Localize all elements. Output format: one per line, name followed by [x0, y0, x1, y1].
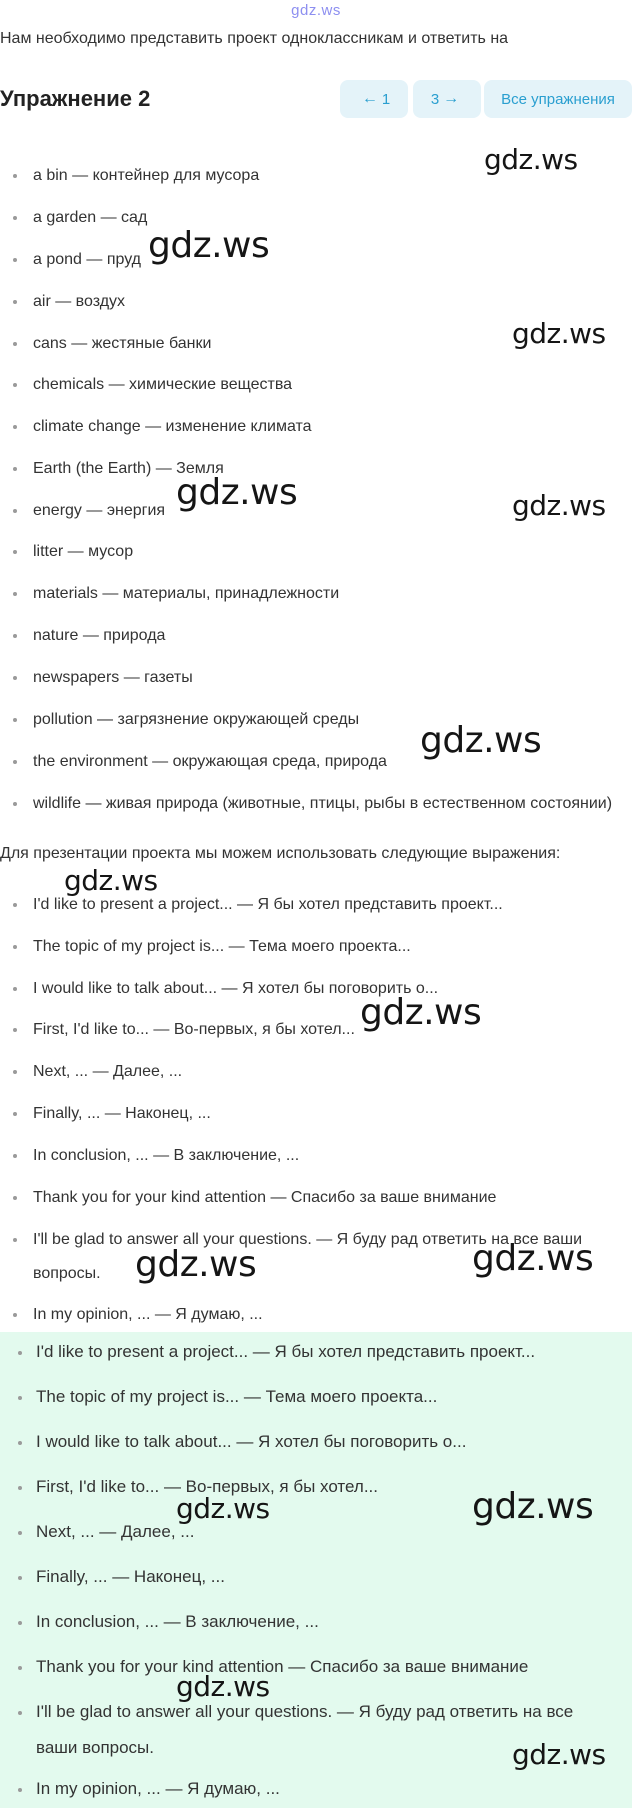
list-item-text: cans — жестяные банки [33, 335, 212, 352]
list-item-text: The topic of my project is... — Тема моего проекта... [33, 938, 411, 955]
list-item-text: Next, ... — Далее, ... [33, 1063, 183, 1080]
watermark: gdz.ws [420, 720, 542, 761]
list-item-text: In my opinion, ... — Я думаю, ... [36, 1779, 280, 1798]
list-item-text: In my opinion, ... — Я думаю, ... [33, 1306, 263, 1323]
all-exercises-button[interactable] [484, 80, 632, 118]
watermark: gdz.ws [135, 1244, 257, 1285]
watermark: gdz.ws [176, 1492, 270, 1525]
arrow-left-icon: ← [361, 90, 378, 107]
watermark: gdz.ws [472, 1486, 594, 1527]
list-item-text: Thank you for your kind attention — Спасибо за ваше внимание [36, 1657, 529, 1676]
watermark: gdz.ws [176, 1670, 270, 1703]
bullet-icon [13, 592, 17, 596]
watermark: gdz.ws [64, 864, 158, 897]
list-item-text: climate change — изменение климата [33, 418, 312, 435]
bullet-icon [13, 634, 17, 638]
bullet-icon [18, 1621, 22, 1625]
list-item-text: chemicals — химические вещества [33, 376, 293, 393]
list-item-text: I would like to talk about... — Я хотел бы поговорить о... [33, 980, 439, 997]
list-item-text: Thank you for your kind attention — Спасибо за ваше внимание [33, 1189, 497, 1206]
list-item-text: I'd like to present a project... — Я бы хотел представить проект... [36, 1342, 536, 1361]
bullet-icon [18, 1711, 22, 1715]
watermark: gdz.ws [512, 489, 606, 522]
watermark: gdz.ws [360, 992, 482, 1033]
bullet-icon [18, 1576, 22, 1580]
bullet-icon [13, 300, 17, 304]
next-exercise-button[interactable] [413, 80, 481, 118]
bullet-icon [13, 903, 17, 907]
list-item-text: Earth (the Earth) — Земля [33, 460, 224, 477]
bullet-icon [13, 760, 17, 764]
bullet-icon [13, 1070, 17, 1074]
watermark: gdz.ws [484, 143, 578, 176]
list-item-text: I would like to talk about... — Я хотел бы поговорить о... [36, 1432, 467, 1451]
bullet-icon [13, 1313, 17, 1317]
prev-exercise-button[interactable] [340, 80, 408, 118]
list-item-text: I'll be glad to answer all your questions. — Я буду рад ответить на все ваши вопросы. [36, 1702, 574, 1757]
list-item-text: pollution — загрязнение окружающей среды [33, 711, 360, 728]
list-item-text: a pond — пруд [33, 251, 142, 268]
bullet-icon [13, 383, 17, 387]
bullet-icon [18, 1396, 22, 1400]
list-item-text: a garden — сад [33, 209, 148, 226]
list-item-text: a bin — контейнер для мусора [33, 167, 260, 184]
bullet-icon [18, 1441, 22, 1445]
list-item-text: newspapers — газеты [33, 669, 193, 686]
watermark: gdz.ws [512, 317, 606, 350]
list-item-text: Finally, ... — Наконец, ... [33, 1105, 211, 1122]
bullet-icon [13, 216, 17, 220]
phrases-intro: Для презентации проекта мы можем использовать следующие выражения: [0, 845, 561, 862]
bullet-icon [13, 718, 17, 722]
bullet-icon [13, 945, 17, 949]
bullet-icon [13, 550, 17, 554]
bullet-icon [18, 1351, 22, 1355]
bullet-icon [18, 1666, 22, 1670]
bullet-icon [13, 1196, 17, 1200]
list-item-text: Finally, ... — Наконец, ... [36, 1567, 225, 1586]
bullet-icon [13, 1238, 17, 1242]
arrow-right-icon: → [443, 90, 460, 107]
prev-exercise-label: 1 [381, 90, 391, 108]
all-exercises-label: Все упражнения [501, 90, 615, 108]
watermark: gdz.ws [472, 1238, 594, 1279]
list-item-text: materials — материалы, принадлежности [33, 585, 340, 602]
list-item-text: nature — природа [33, 627, 166, 644]
intro-text: Нам необходимо представить проект одноклассникам и ответить на [0, 30, 509, 47]
bullet-icon [13, 467, 17, 471]
bullet-icon [13, 509, 17, 513]
bullet-icon [18, 1531, 22, 1535]
list-item-text: air — воздух [33, 293, 126, 310]
list-item-text: litter — мусор [33, 543, 134, 560]
bullet-icon [13, 342, 17, 346]
list-item-text: I'd like to present a project... — Я бы хотел представить проект... [33, 896, 503, 913]
list-item-text: In conclusion, ... — В заключение, ... [36, 1612, 319, 1631]
bullet-icon [18, 1788, 22, 1792]
list-item-text: First, I'd like to... — Во-первых, я бы хотел... [36, 1477, 379, 1496]
phrases-highlight-box [0, 1332, 632, 1808]
list-item-text: First, I'd like to... — Во-первых, я бы хотел... [33, 1021, 355, 1038]
watermark: gdz.ws [512, 1738, 606, 1771]
list-item-text: The topic of my project is... — Тема моего проекта... [36, 1387, 438, 1406]
exercise-title: Упражнение 2 [0, 86, 151, 111]
bullet-icon [18, 1486, 22, 1490]
list-item-text: Next, ... — Далее, ... [36, 1522, 195, 1541]
list-item-text: I'll be glad to answer all your questions. — Я буду рад ответить на все ваши вопросы. [33, 1231, 583, 1282]
bullet-icon [13, 1028, 17, 1032]
bullet-icon [13, 1112, 17, 1116]
bullet-icon [13, 425, 17, 429]
bullet-icon [13, 174, 17, 178]
bullet-icon [13, 987, 17, 991]
bullet-icon [13, 802, 17, 806]
watermark: gdz.ws [176, 472, 298, 513]
list-item-text: wildlife — живая природа (животные, птицы, рыбы в естественном состоянии) [33, 795, 613, 812]
list-item-text: the environment — окружающая среда, природа [33, 753, 387, 770]
next-exercise-label: 3 [430, 90, 440, 108]
watermark: gdz.ws [148, 225, 270, 266]
list-item-text: energy — энергия [33, 502, 166, 519]
bullet-icon [13, 1154, 17, 1158]
site-logo[interactable]: gdz.ws [291, 2, 341, 19]
bullet-icon [13, 258, 17, 262]
list-item-text: In conclusion, ... — В заключение, ... [33, 1147, 300, 1164]
bullet-icon [13, 676, 17, 680]
